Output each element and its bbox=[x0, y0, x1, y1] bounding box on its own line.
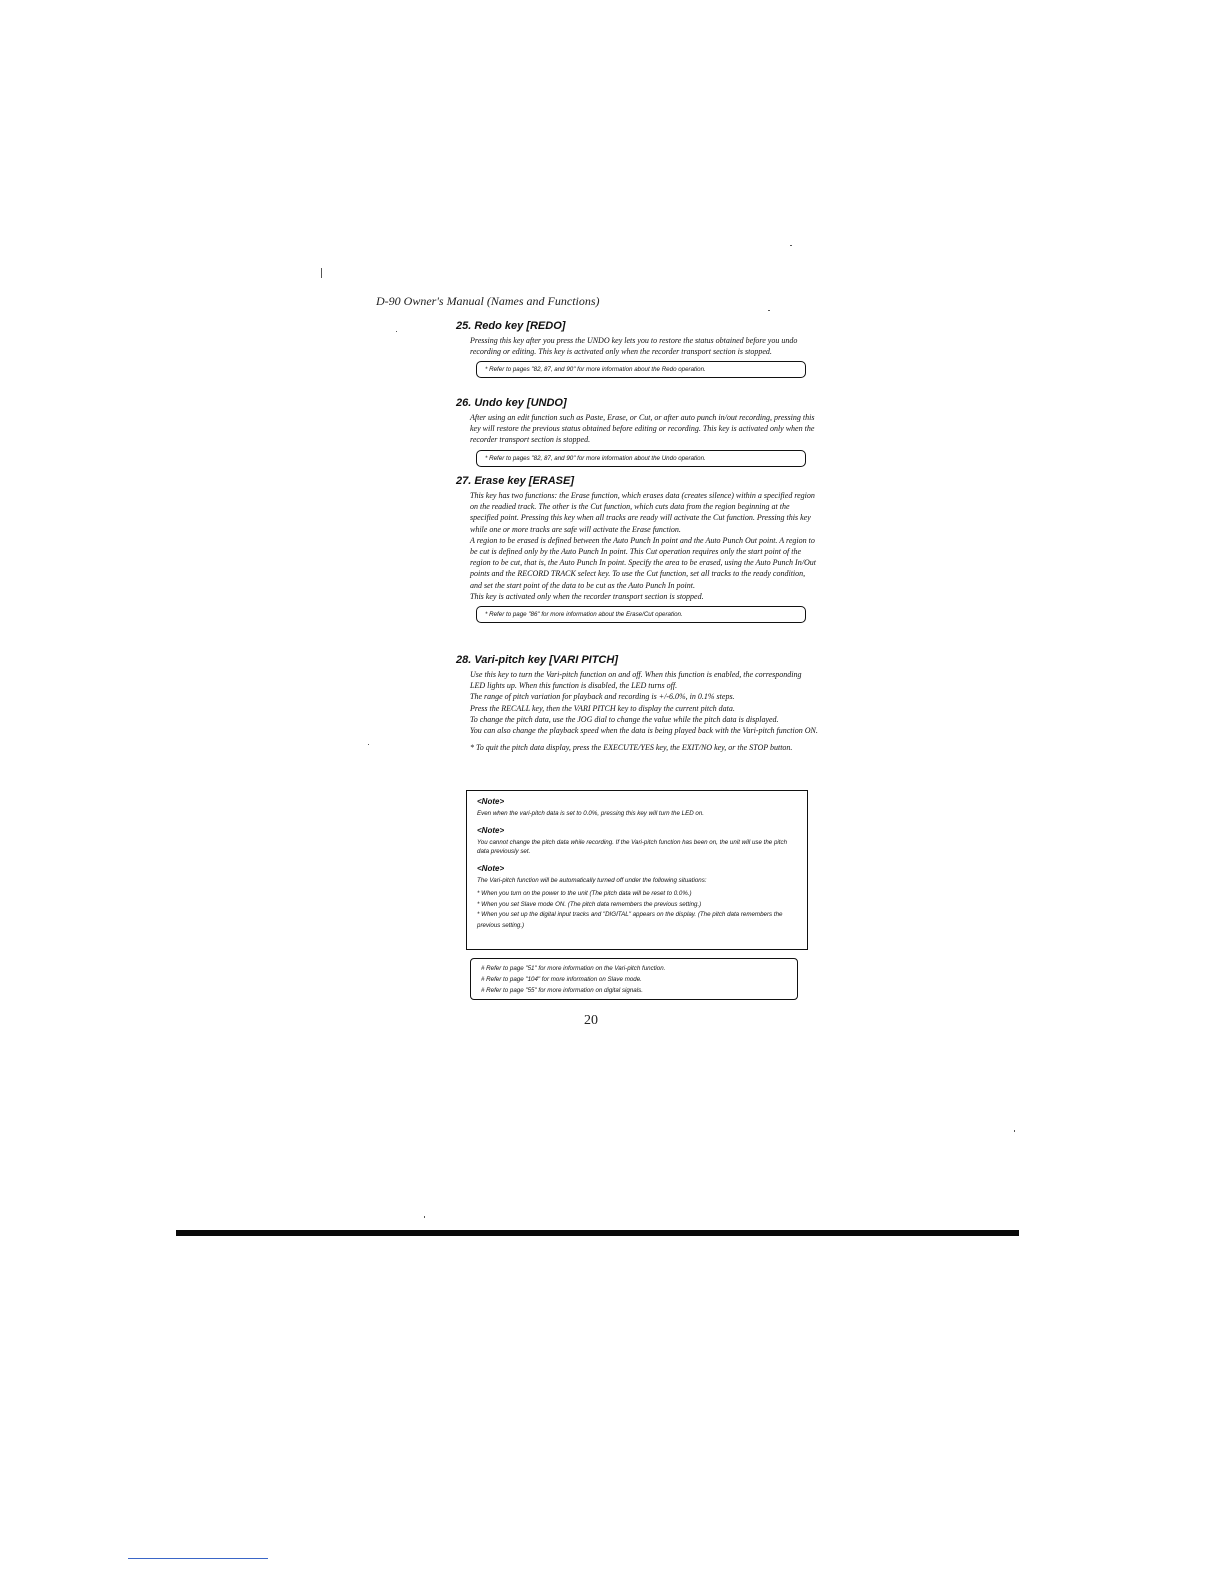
section-erase-key bbox=[456, 475, 818, 623]
reference-line: # Refer to page "51" for more information on the Vari-pitch function. bbox=[481, 965, 666, 972]
paragraph: Pressing this key after you press the UNDO key lets you to restore the status obtained before you undo recording or editing. This key is activated only when the recorder transport section is stopped. bbox=[470, 336, 798, 357]
reference-box: * Refer to page "86" for more information about the Erase/Cut operation. bbox=[476, 606, 806, 623]
section-heading: 25. Redo key [REDO] bbox=[456, 320, 566, 332]
note-bullet: * When you set Slave mode ON. (The pitch data remembers the previous setting.) bbox=[477, 900, 702, 908]
reference-line: # Refer to page "55" for more information on digital signals. bbox=[481, 987, 643, 994]
section-undo-key bbox=[456, 397, 818, 467]
note-bullet: * When you turn on the power to the unit (The pitch data will be reset to 0.0%.) bbox=[477, 890, 692, 897]
scan-speck bbox=[368, 744, 369, 745]
paragraph: You can also change the playback speed when the data is being played back with the Vari-pitch function ON. bbox=[470, 726, 818, 736]
page-number: 20 bbox=[584, 1013, 598, 1028]
section-heading: 27. Erase key [ERASE] bbox=[456, 475, 575, 487]
paragraph: This key has two functions: the Erase function, which erases data (creates silence) within a specified region on the readied track. The other is the Cut function, which cuts data from the region beginning at the specified point. Pressing this key when all tracks are ready will activate the Cut function. Pressing this key while one or more tracks are safe will activate the Erase function. bbox=[470, 491, 815, 534]
section-body bbox=[470, 412, 818, 446]
note-bullet: * When you set up the digital input tracks and "DIGITAL" appears on the display. (The pitch data remembers the previous setting.) bbox=[477, 911, 783, 929]
paragraph: A region to be erased is defined between the Auto Punch In point and the Auto Punch Out point. A region to be cut is defined only by the Auto Punch In point. This Cut operation requires only the start point of the region to be cut, that is, the Auto Punch In point. Specify the area to be erased, using the Auto Punch In/Out points and the RECORD TRACK select key. To use the Cut function, set all tracks to the ready condition, and set the start point of the data to be cut as the Auto Punch In point. bbox=[470, 535, 816, 590]
note-text: The Vari-pitch function will be automatically turned off under the following situations: bbox=[477, 876, 707, 884]
section-heading: 26. Undo key [UNDO] bbox=[456, 397, 567, 409]
notes-box bbox=[466, 790, 808, 950]
paragraph: To change the pitch data, use the JOG dial to change the value while the pitch data is displayed. bbox=[470, 714, 779, 724]
reference-line: # Refer to page "104" for more information on Slave mode. bbox=[481, 976, 642, 983]
paragraph: This key is activated only when the recorder transport section is stopped. bbox=[470, 591, 704, 601]
final-references-box bbox=[470, 958, 798, 1000]
note-text: Even when the vari-pitch data is set to 0.0%, pressing this key will turn the LED on. bbox=[477, 810, 704, 817]
paragraph: Use this key to turn the Vari-pitch function on and off. When this function is enabled, the corresponding LED lights up. When this function is disabled, the LED turns off. bbox=[470, 670, 802, 691]
section-heading: 28. Vari-pitch key [VARI PITCH] bbox=[456, 654, 618, 666]
note-title: <Note> bbox=[477, 863, 505, 873]
section-body bbox=[470, 335, 818, 357]
bottom-rule bbox=[176, 1230, 1019, 1236]
scan-speck bbox=[790, 245, 792, 246]
reference-box: * Refer to pages "82, 87, and 90" for more information about the Undo operation. bbox=[476, 450, 806, 467]
section-body bbox=[470, 490, 818, 602]
scan-speck bbox=[424, 1216, 425, 1218]
reference-box: * Refer to pages "82, 87, and 90" for more information about the Redo operation. bbox=[476, 361, 806, 378]
note-title: <Note> bbox=[477, 825, 505, 835]
section-vari-pitch-key bbox=[456, 654, 818, 753]
scan-speck bbox=[396, 331, 397, 332]
scan-speck bbox=[768, 310, 770, 311]
paragraph: After using an edit function such as Paste, Erase, or Cut, or after auto punch in/out recording, pressing this key will restore the previous status obtained before editing or recording. This key is activated only when the recorder transport section is stopped. bbox=[470, 413, 815, 445]
note-text: You cannot change the pitch data while recording. If the Vari-pitch function has been on, the unit will use the pitch data previously set. bbox=[477, 838, 788, 855]
running-header: D-90 Owner's Manual (Names and Functions) bbox=[376, 294, 600, 308]
section-redo-key bbox=[456, 320, 818, 378]
scan-speck bbox=[1014, 1130, 1015, 1132]
paragraph: The range of pitch variation for playback and recording is +/-6.0%, in 0.1% steps. bbox=[470, 692, 735, 702]
quit-note: * To quit the pitch data display, press the EXECUTE/YES key, the EXIT/NO key, or the STOP button. bbox=[470, 743, 793, 753]
note-title: <Note> bbox=[477, 797, 505, 806]
bottom-edge-line bbox=[128, 1558, 268, 1559]
scan-speck bbox=[321, 268, 322, 278]
paragraph: Press the RECALL key, then the VARI PITCH key to display the current pitch data. bbox=[470, 703, 735, 713]
section-body bbox=[470, 669, 818, 753]
